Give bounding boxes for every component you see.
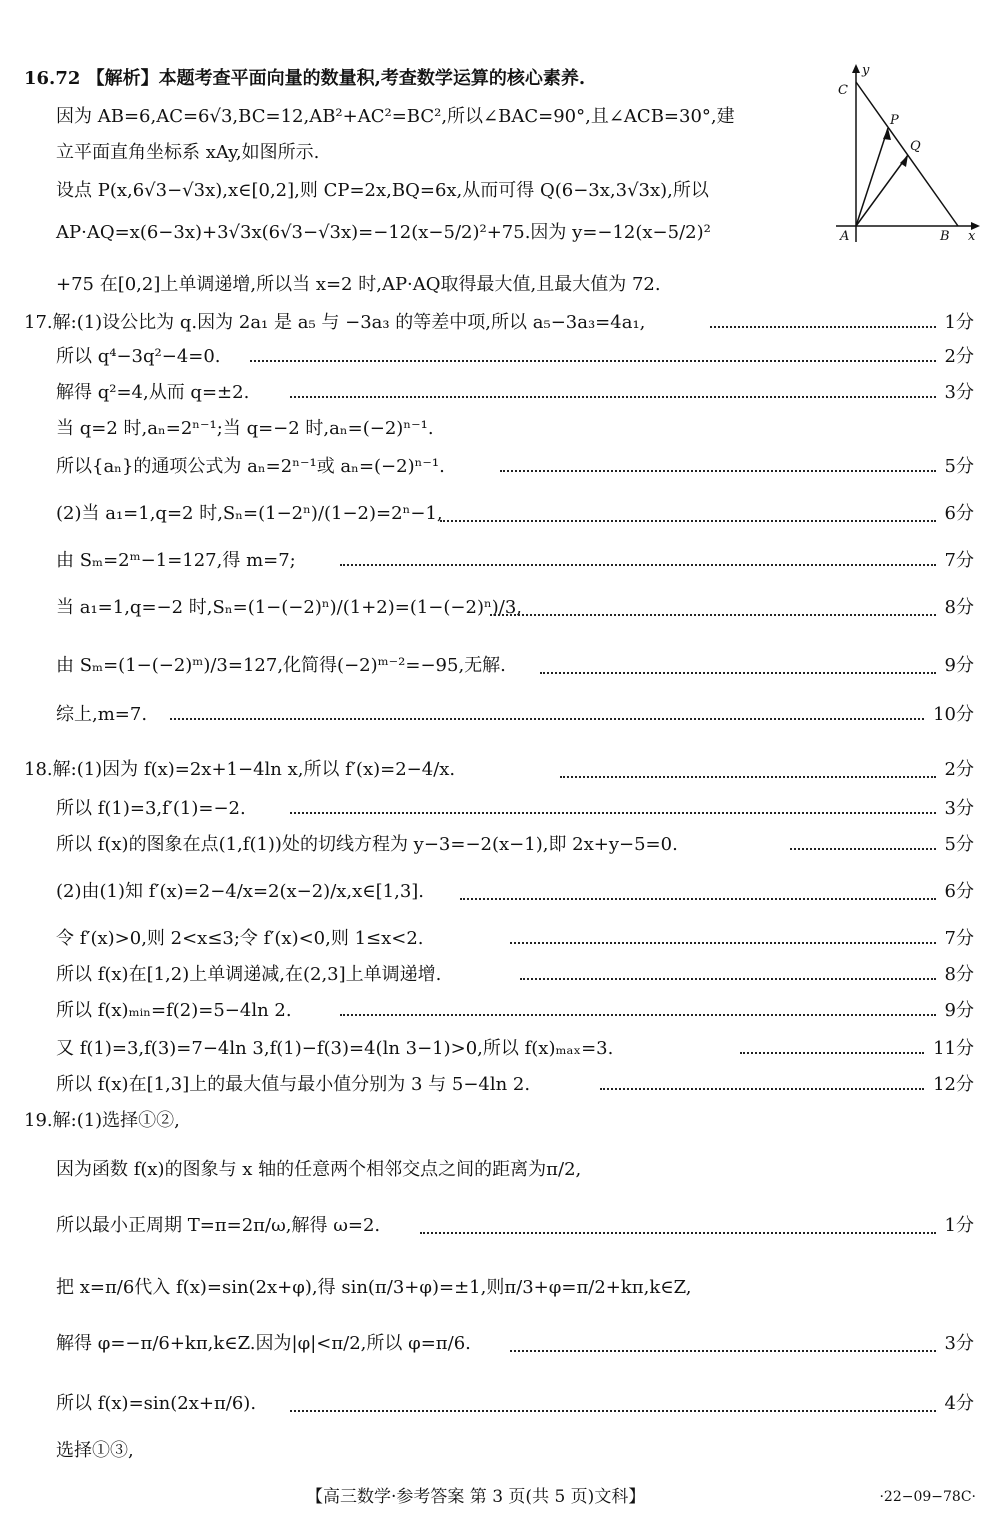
line-text: 所以 f(x)在[1,2)上单调递减,在(2,3]上单调递增. [56, 964, 442, 985]
text-line [0, 340, 1000, 374]
score-label: 6分 [944, 881, 974, 902]
score-label: 2分 [944, 346, 974, 367]
line-text: 所以 f(x)在[1,3]上的最大值与最小值分别为 3 与 5−4ln 2. [56, 1074, 531, 1095]
line-text: 所以{aₙ}的通项公式为 aₙ=2ⁿ⁻¹或 aₙ=(−2)ⁿ⁻¹. [56, 456, 445, 477]
leader-dots [460, 898, 936, 900]
leader-dots [290, 396, 936, 398]
footer-code: ·22−09−78C· [879, 1489, 976, 1505]
point-label-b: B [940, 229, 950, 244]
leader-dots [170, 718, 924, 720]
line-text: 由 Sₘ=(1−(−2)ᵐ)/3=127,化简得(−2)ᵐ⁻²=−95,无解. [56, 655, 506, 676]
text-line [0, 490, 1000, 538]
text-line [0, 1202, 1000, 1250]
score-label: 3分 [944, 1333, 974, 1354]
text-line [0, 642, 1000, 690]
line-text: 17.解:(1)设公比为 q.因为 2a₁ 是 a₅ 与 −3a₃ 的等差中项,所以 a₅−3a₃=4a₁, [24, 312, 646, 333]
leader-dots [340, 564, 936, 566]
line-text: 把 x=π/6代入 f(x)=sin(2x+φ),得 sin(π/3+φ)=±1,则π/3+φ=π/2+kπ,k∈Z, [56, 1277, 692, 1298]
text-line [0, 1032, 1000, 1066]
text-line [0, 1320, 1000, 1368]
leader-dots [710, 326, 936, 328]
line-text: 解得 φ=−π/6+kπ,k∈Z.因为|φ|<π/2,所以 φ=π/6. [56, 1333, 471, 1354]
score-label: 10分 [933, 704, 974, 725]
text-line [0, 584, 1000, 632]
text-line [0, 306, 1000, 340]
line-text: 18.解:(1)因为 f(x)=2x+1−4ln x,所以 f′(x)=2−4/x. [24, 759, 456, 780]
text-line [0, 698, 1000, 732]
leader-dots [790, 848, 936, 850]
vector-ap [856, 128, 888, 226]
line-text: 又 f(1)=3,f(3)=7−4ln 3,f(1)−f(3)=4(ln 3−1)>0,所以 f(x)ₘₐₓ=3. [56, 1038, 614, 1059]
leader-dots [340, 1014, 936, 1016]
line-text: (2)由(1)知 f′(x)=2−4/x=2(x−2)/x,x∈[1,3]. [56, 881, 425, 902]
line-text: 当 a₁=1,q=−2 时,Sₙ=(1−(−2)ⁿ)/(1+2)=(1−(−2)ⁿ)/3, [56, 597, 523, 618]
score-label: 12分 [933, 1074, 974, 1095]
line-text: 解得 q²=4,从而 q=±2. [56, 382, 250, 403]
score-label: 5分 [944, 456, 974, 477]
score-label: 2分 [944, 759, 974, 780]
text-line [0, 1434, 1000, 1468]
text-line [0, 958, 1000, 992]
leader-dots [600, 1088, 924, 1090]
text-line [0, 1146, 1000, 1194]
text-line [0, 412, 1000, 446]
line-text: 因为函数 f(x)的图象与 x 轴的任意两个相邻交点之间的距离为π/2, [56, 1159, 582, 1180]
score-label: 8分 [944, 597, 974, 618]
line-text: 所以 f(x)=sin(2x+π/6). [56, 1393, 257, 1414]
line-text: (2)当 a₁=1,q=2 时,Sₙ=(1−2ⁿ)/(1−2)=2ⁿ−1, [56, 503, 443, 524]
point-label-p: P [890, 113, 899, 128]
score-label: 6分 [944, 503, 974, 524]
leader-dots [490, 614, 936, 616]
score-label: 11分 [933, 1038, 974, 1059]
point-label-a: A [840, 229, 850, 244]
leader-dots [740, 1052, 924, 1054]
text-line [0, 1264, 1000, 1312]
text-line [0, 746, 1000, 794]
text-line [0, 868, 1000, 916]
score-label: 1分 [944, 312, 974, 333]
line-text: 令 f′(x)>0,则 2<x≤3;令 f′(x)<0,则 1≤x<2. [56, 928, 424, 949]
text-line [0, 828, 1000, 862]
vector-aq [856, 155, 908, 226]
line-text: 设点 P(x,6√3−√3x),x∈[0,2],则 CP=2x,BQ=6x,从而可得 Q(6−3x,3√3x),所以 [56, 180, 709, 201]
line-text: 所以 q⁴−3q²−4=0. [56, 346, 221, 367]
y-axis-arrow-icon [852, 64, 860, 73]
text-line [0, 994, 1000, 1028]
leader-dots [290, 1410, 936, 1412]
score-label: 8分 [944, 964, 974, 985]
score-label: 5分 [944, 834, 974, 855]
text-line [0, 1380, 1000, 1428]
leader-dots [510, 1350, 936, 1352]
leader-dots [520, 978, 936, 980]
line-text: 19.解:(1)选择①②, [24, 1110, 180, 1131]
point-label-c: C [838, 83, 848, 98]
line-text: 当 q=2 时,aₙ=2ⁿ⁻¹;当 q=−2 时,aₙ=(−2)ⁿ⁻¹. [56, 418, 434, 439]
text-line [0, 268, 1000, 302]
score-label: 1分 [944, 1215, 974, 1236]
leader-dots [540, 672, 936, 674]
footer-center-text: 【高三数学·参考答案 第 3 页(共 5 页)文科】 [306, 1487, 646, 1507]
line-text: 所以最小正周期 T=π=2π/ω,解得 ω=2. [56, 1215, 381, 1236]
leader-dots [420, 1232, 936, 1234]
line-text: 因为 AB=6,AC=6√3,BC=12,AB²+AC²=BC²,所以∠BAC=90°,且∠ACB=30°,建 [56, 106, 735, 127]
text-line [0, 1104, 1000, 1138]
line-text: 所以 f(1)=3,f′(1)=−2. [56, 798, 246, 819]
score-label: 7分 [944, 928, 974, 949]
text-line [0, 922, 1000, 956]
line-text: 16.72 【解析】本题考查平面向量的数量积,考查数学运算的核心素养. [24, 68, 586, 89]
score-label: 7分 [944, 550, 974, 571]
score-label: 4分 [944, 1393, 974, 1414]
leader-dots [290, 812, 936, 814]
leader-dots [440, 520, 936, 522]
score-label: 3分 [944, 382, 974, 403]
text-line [0, 450, 1000, 484]
line-text: 选择①③, [56, 1440, 134, 1461]
leader-dots [500, 470, 936, 472]
line-text: +75 在[0,2]上单调递增,所以当 x=2 时,AP·AQ取得最大值,且最大值为 72. [56, 274, 661, 295]
axis-y-label: y [862, 63, 870, 78]
score-label: 9分 [944, 655, 974, 676]
axis-x-label: x [968, 229, 976, 244]
score-label: 9分 [944, 1000, 974, 1021]
line-text: 综上,m=7. [56, 704, 148, 725]
score-label: 3分 [944, 798, 974, 819]
line-text: AP·AQ=x(6−3x)+3√3x(6√3−√3x)=−12(x−5/2)²+75.因为 y=−12(x−5/2)² [56, 222, 711, 243]
leader-dots [510, 942, 936, 944]
leader-dots [250, 360, 936, 362]
point-label-q: Q [910, 139, 921, 154]
text-line [0, 376, 1000, 410]
line-text: 所以 f(x)的图象在点(1,f(1))处的切线方程为 y−3=−2(x−1),即 2x+y−5=0. [56, 834, 678, 855]
leader-dots [560, 776, 936, 778]
line-text: 立平面直角坐标系 xAy,如图所示. [56, 142, 320, 163]
text-line [0, 544, 1000, 578]
line-text: 由 Sₘ=2ᵐ−1=127,得 m=7; [56, 550, 296, 571]
coordinate-diagram [834, 60, 982, 250]
page-footer [0, 1480, 1000, 1514]
text-line [0, 792, 1000, 826]
text-line [0, 1068, 1000, 1102]
line-text: 所以 f(x)ₘᵢₙ=f(2)=5−4ln 2. [56, 1000, 292, 1021]
